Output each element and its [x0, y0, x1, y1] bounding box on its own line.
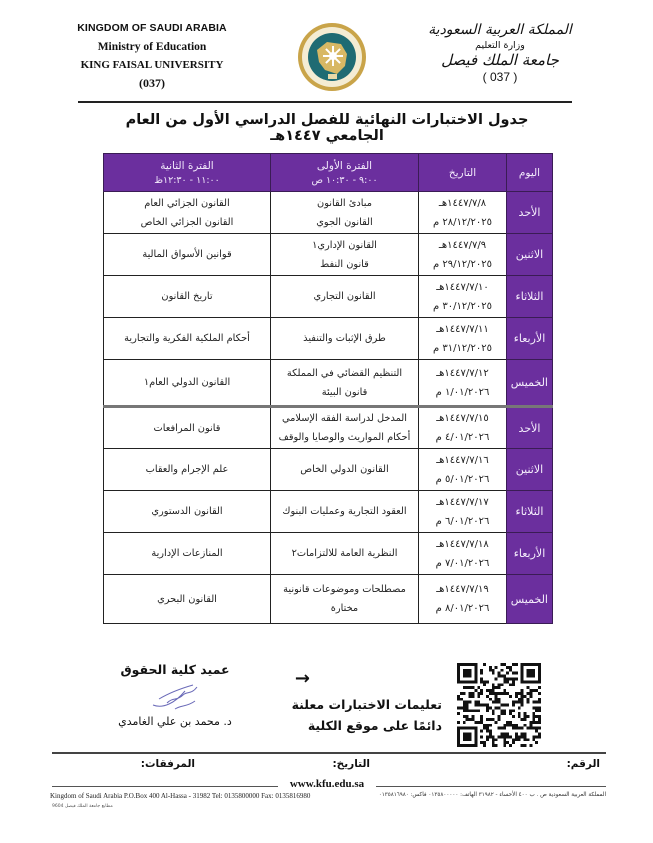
arabic-letterhead — [415, 22, 585, 84]
day-cell: الأحد — [507, 192, 553, 234]
instructions-notice — [270, 668, 442, 733]
course-name: المدخل لدراسة الفقه الإسلامي — [281, 413, 408, 424]
number-label: الرقم: — [566, 758, 600, 770]
period1-cell — [271, 318, 419, 360]
period1-cell — [271, 491, 419, 533]
course-name: علم الإجرام والعقاب — [145, 464, 229, 475]
hijri-date: ١٤٤٧/٧/١٥هـ — [436, 413, 489, 424]
day-cell: الأحد — [507, 407, 553, 449]
signature-image — [145, 679, 205, 713]
day-cell: الثلاثاء — [507, 276, 553, 318]
course-name: التنظيم القضائي في المملكة — [286, 367, 403, 379]
qr-code-icon[interactable] — [457, 663, 541, 747]
date-cell — [419, 449, 507, 491]
hijri-date: ١٤٤٧/٧/١٢هـ — [436, 367, 489, 379]
period1-cell — [271, 575, 419, 624]
course-name: طرق الإثبات والتنفيذ — [303, 333, 386, 344]
day-cell: الأربعاء — [507, 533, 553, 575]
notice-line2: دائمًا على موقع الكلية — [307, 718, 442, 733]
course-name: النظرية العامة للالتزامات٢ — [291, 548, 398, 559]
qr-code[interactable] — [457, 663, 541, 747]
course-name: قوانين الأسواق المالية — [142, 249, 232, 260]
university-logo — [297, 22, 367, 92]
day-cell: الخميس — [507, 360, 553, 407]
period1-cell — [271, 533, 419, 575]
period2-cell — [104, 360, 271, 407]
course-name: قانون المرافعات — [153, 422, 221, 434]
hijri-date: ١٤٤٧/٧/١٠هـ — [436, 281, 489, 293]
ministry-en: Ministry of Education — [97, 41, 207, 53]
dean-title: عميد كلية الحقوق — [120, 662, 230, 677]
date-cell — [419, 318, 507, 360]
period2-time: ١١:٠٠ - ١٢:٣٠ظ — [154, 174, 220, 186]
date-label: التاريخ: — [332, 758, 370, 770]
course-name: القانون الجزائي الخاص — [140, 216, 234, 228]
hijri-date: ١٤٤٧/٧/١١هـ — [436, 323, 489, 335]
course-name: مختارة — [330, 603, 359, 614]
table-row — [104, 318, 553, 360]
period2-cell — [104, 449, 271, 491]
header-date: التاريخ — [419, 154, 507, 192]
english-letterhead — [52, 22, 252, 91]
table-row — [104, 360, 553, 407]
period1-cell — [271, 407, 419, 449]
date-cell — [419, 234, 507, 276]
date-cell — [419, 407, 507, 449]
address-english: Kingdom of Saudi Arabia P.O.Box 400 Al-Hassa - 31982 Tel: 0135800000 Fax: 0135816980 — [50, 792, 311, 800]
website-rule-right — [376, 786, 606, 787]
dean-name: د. محمد بن علي الغامدي — [118, 715, 232, 728]
period2-cell — [104, 234, 271, 276]
table-row — [104, 192, 553, 234]
period2-cell — [104, 575, 271, 624]
course-name: قانون النفط — [320, 258, 369, 270]
header-divider — [78, 101, 572, 103]
period2-label: الفترة الثانية — [160, 159, 214, 172]
address-arabic: المملكة العربية السعودية ص . ب ٤٠٠ الأحساء - ٣١٩٨٢ الهاتف: ٠١٣٥٨٠٠٠٠٠ فاكس: ٠١٣٥٨١٦٩٨٠ — [378, 792, 606, 798]
period2-cell — [104, 533, 271, 575]
exam-schedule-table — [103, 153, 553, 624]
exam-schedule — [103, 153, 552, 624]
notice-line1: تعليمات الاختبارات معلنة — [291, 697, 442, 712]
hijri-date: ١٤٤٧/٧/١٧هـ — [436, 496, 489, 508]
header-period1 — [271, 154, 419, 192]
website-rule-left — [52, 786, 278, 787]
date-cell — [419, 533, 507, 575]
date-cell — [419, 192, 507, 234]
table-row — [104, 234, 553, 276]
day-cell: الاثنين — [507, 234, 553, 276]
period2-cell — [104, 276, 271, 318]
period1-cell — [271, 234, 419, 276]
period2-cell — [104, 491, 271, 533]
kingdom-ar: المملكة العربية السعودية — [428, 22, 572, 38]
gregorian-date: ٣٠/١٢/٢٠٢٥ م — [432, 300, 493, 312]
hijri-date: ١٤٤٧/٧/٩هـ — [438, 239, 487, 251]
course-name: تاريخ القانون — [161, 291, 213, 302]
ministry-ar: وزارة التعليم — [475, 40, 525, 51]
day-cell: الثلاثاء — [507, 491, 553, 533]
table-row — [104, 449, 553, 491]
arrow-right-icon: → — [294, 668, 310, 689]
course-name: قانون البيئة — [321, 386, 368, 398]
period2-cell — [104, 407, 271, 449]
day-cell: الخميس — [507, 575, 553, 624]
date-cell — [419, 360, 507, 407]
gregorian-date: ٧/٠١/٢٠٢٦ م — [435, 557, 490, 569]
course-name: العقود التجارية وعمليات البنوك — [282, 506, 407, 517]
date-cell — [419, 491, 507, 533]
hijri-date: ١٤٤٧/٧/٨هـ — [438, 197, 487, 209]
gregorian-date: ٨/٠١/٢٠٢٦ م — [435, 603, 490, 614]
period1-label: الفترة الأولى — [316, 159, 373, 172]
university-ar: جامعة الملك فيصل — [441, 51, 559, 69]
course-name: أحكام المواريث والوصايا والوقف — [278, 432, 411, 443]
period2-cell — [104, 318, 271, 360]
hijri-date: ١٤٤٧/٧/١٦هـ — [436, 454, 489, 466]
table-header-row — [104, 154, 553, 192]
header-day: اليوم — [507, 154, 553, 192]
course-name: القانون الدولي الخاص — [300, 464, 389, 475]
gregorian-date: ١/٠١/٢٠٢٦ م — [435, 386, 490, 398]
course-name: أحكام الملكية الفكرية والتجارية — [124, 333, 250, 344]
period1-cell — [271, 276, 419, 318]
university-en: KING FAISAL UNIVERSITY — [80, 59, 224, 71]
course-name: القانون البحري — [157, 593, 217, 605]
page-title: جدول الاختبارات النهائية للفصل الدراسي الأول من العام الجامعي ١٤٤٧هـ — [125, 112, 529, 144]
date-cell — [419, 276, 507, 318]
attachments-label: المرفقات: — [140, 758, 195, 770]
header-period2 — [104, 154, 271, 192]
gregorian-date: ٢٩/١٢/٢٠٢٥ م — [432, 258, 493, 270]
gregorian-date: ٤/٠١/٢٠٢٦ م — [435, 432, 490, 443]
course-name: القانون الجوي — [316, 216, 373, 228]
period1-cell — [271, 192, 419, 234]
day-cell: الأربعاء — [507, 318, 553, 360]
printer-note: مطابع جامعة الملك فيصل 9604 — [52, 804, 113, 809]
footer-divider — [52, 752, 606, 754]
table-row — [104, 533, 553, 575]
kingdom-en: KINGDOM OF SAUDI ARABIA — [77, 22, 227, 34]
course-name: المنازعات الإدارية — [151, 548, 223, 559]
gregorian-date: ٣١/١٢/٢٠٢٥ م — [432, 342, 493, 354]
gregorian-date: ٢٨/١٢/٢٠٢٥ م — [432, 216, 493, 228]
hijri-date: ١٤٤٧/٧/١٩هـ — [436, 584, 489, 595]
course-name: القانون الدولي العام١ — [143, 377, 231, 388]
day-cell: الاثنين — [507, 449, 553, 491]
gregorian-date: ٦/٠١/٢٠٢٦ م — [435, 515, 490, 527]
period1-cell — [271, 449, 419, 491]
date-cell — [419, 575, 507, 624]
period1-time: ٩:٠٠ - ١٠:٣٠ ص — [311, 174, 378, 186]
document-meta — [60, 758, 600, 774]
table-row — [104, 276, 553, 318]
course-name: القانون الجزائي العام — [144, 197, 230, 209]
course-name: القانون الإداري١ — [312, 239, 377, 251]
hijri-date: ١٤٤٧/٧/١٨هـ — [436, 538, 489, 550]
code-ar: ( 037 ) — [482, 70, 518, 84]
signature-icon — [145, 679, 205, 713]
table-row — [104, 407, 553, 449]
table-row — [104, 575, 553, 624]
course-name: مبادئ القانون — [317, 197, 372, 209]
course-name: القانون التجاري — [313, 291, 376, 302]
dean-signature-block — [100, 662, 250, 728]
course-name: القانون الدستوري — [151, 506, 223, 517]
course-name: مصطلحات وموضوعات قانونية — [283, 584, 406, 595]
period1-cell — [271, 360, 419, 407]
website-link[interactable]: www.kfu.edu.sa — [289, 778, 365, 790]
code-en: (037) — [139, 76, 165, 90]
kfu-seal-icon — [297, 22, 367, 92]
period2-cell — [104, 192, 271, 234]
table-row — [104, 491, 553, 533]
gregorian-date: ٥/٠١/٢٠٢٦ م — [435, 473, 490, 485]
